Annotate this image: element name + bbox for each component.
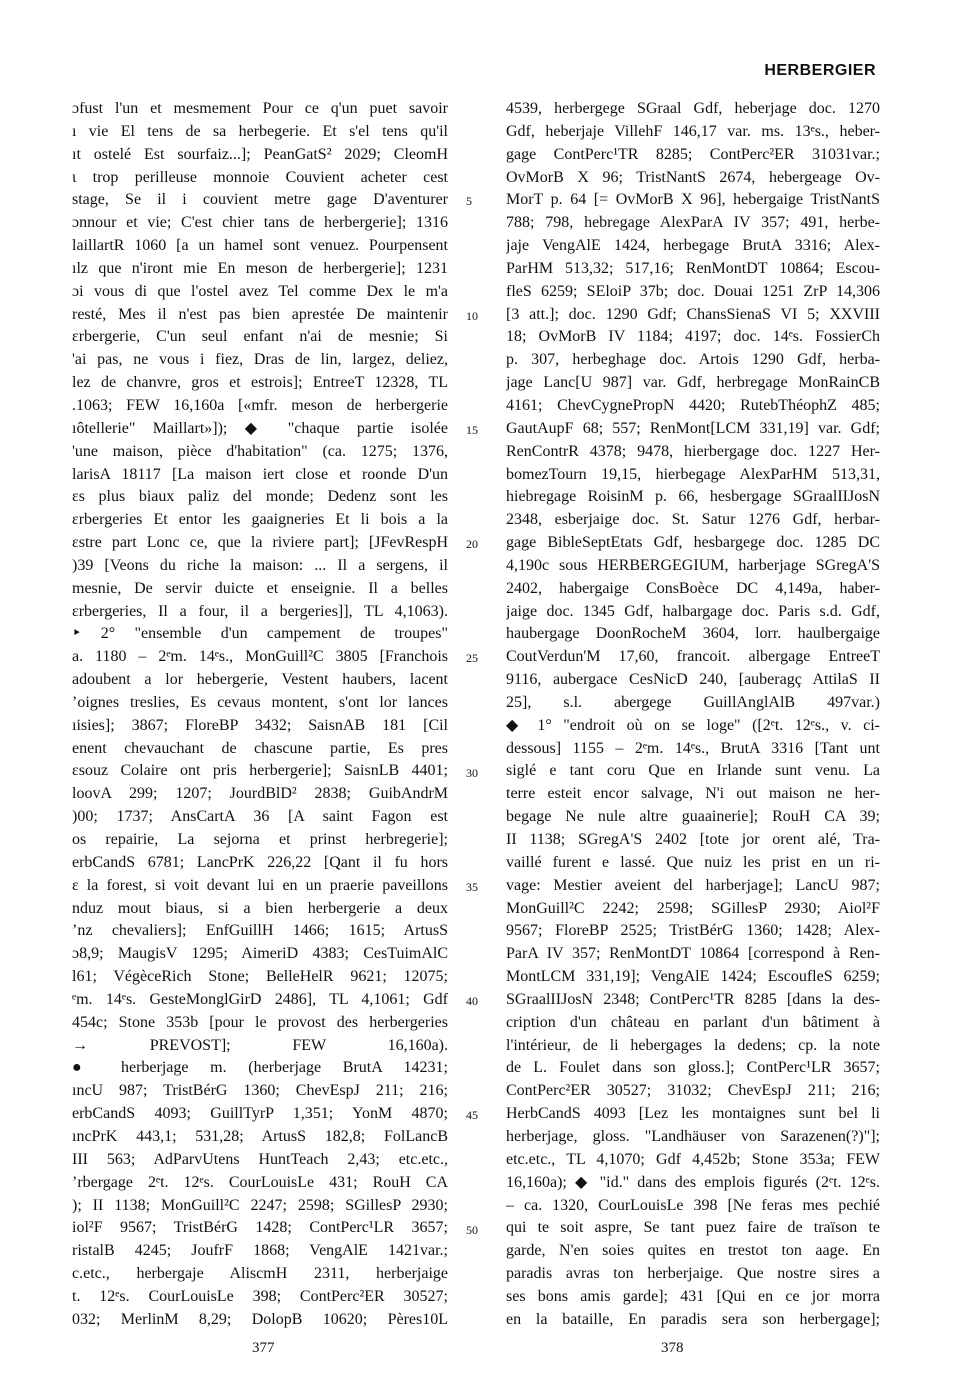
text-line: 'ai pas, ne vous i fiez, Dras de lin, largez, deliez, bbox=[72, 351, 448, 369]
text-line: vaillé furent e lassé. Que nuiz les prist en un ri- bbox=[506, 853, 880, 871]
text-line: ʼoignes treslies, Es cevaus montent, s'ont lor lances bbox=[72, 693, 448, 711]
line-number: 5 bbox=[466, 194, 472, 209]
line-number: 20 bbox=[466, 537, 478, 552]
text-line: laillartR 1060 [a un hamel sont venuez. Pourpensent bbox=[72, 237, 448, 255]
text-line: 25], s.l. abergege GuillAnglAlB 497var.) bbox=[506, 693, 880, 711]
text-line: III 563; AdParvUtens HuntTeach 2,43; etc.etc., bbox=[72, 1150, 448, 1168]
text-line: ʼrbergage 2ᵉt. 12ᵉs. CourLouisLe 431; RouH CA bbox=[72, 1173, 448, 1191]
text-line: ‣ 2° "ensemble d'un campement de troupes" bbox=[72, 625, 448, 643]
text-line: cription d'un château en parlant d'un bâtiment à bbox=[506, 1013, 880, 1031]
text-line: c.etc., herbergaje AliscmH 2311, herberjaige bbox=[72, 1265, 448, 1283]
text-line: ıt ostelé Est sourfaiz...]; PeanGatS² 2029; CleomH bbox=[72, 145, 448, 163]
text-line: )00; 1737; AnsCartA 36 [A saint Fagon est bbox=[72, 808, 448, 826]
text-line: lez de chanvre, gros et estrois]; EntreeT 12328, TL bbox=[72, 374, 448, 392]
text-line: → PREVOST]; FEW 16,160a). bbox=[72, 1036, 448, 1054]
text-line: ılz que n'iront mie En meson de herbergerie]; 1231 bbox=[72, 259, 448, 277]
text-line: ɔi vous di que l'ostel avez Tel comme Dex le m'a bbox=[72, 282, 448, 300]
text-line: loovA 299; 1207; JourdBlD² 2838; GuibAndrM bbox=[72, 785, 448, 803]
text-line: siglé e tant coru Que en Irlande sunt venu. La bbox=[506, 762, 880, 780]
text-line: 16,160a); ◆ "id." dans des emplois figurés (2ᵉt. 12ᵉs. bbox=[506, 1173, 880, 1191]
text-line: gage BibleSeptEtats Gdf, hesbargege doc. 1285 DC bbox=[506, 534, 880, 552]
text-line: RenContrR 4378; 9478, hierbergage doc. 1227 Her- bbox=[506, 442, 880, 460]
text-line: fleS 6259; SEloiP 37b; doc. Douai 1251 ZrP 14,306 bbox=[506, 282, 880, 300]
text-line: resté, Mes il n'est pas bien aprestée De maintenir bbox=[72, 305, 448, 323]
text-line: l61; VégèceRich Stone; BelleHelR 9621; 12075; bbox=[72, 968, 448, 986]
text-line: haubergage DoonRocheM 3604, lorr. haulbergaige bbox=[506, 625, 880, 643]
text-line: SGraalIIJosN 2348; ContPerc¹TR 8285 [dans la des- bbox=[506, 990, 880, 1008]
text-line: jage Lanc[U 987] var. Gdf, herbregage MonRainCB bbox=[506, 374, 880, 392]
text-line: hiebregage RoisinM p. 66, hesbergage SGraalIIJosN bbox=[506, 488, 880, 506]
text-line: ıôtellerie" Maillart»]); ◆ "chaque partie isolée bbox=[72, 419, 448, 437]
text-line: etc.etc., TL 4,1070; Gdf 4,452b; Stone 353a; FEW bbox=[506, 1150, 880, 1168]
text-line: GautAupF 68; 557; RenMont[LCM 331,19] var. Gdf; bbox=[506, 419, 880, 437]
line-number: 35 bbox=[466, 879, 478, 894]
text-line: MontLCM 331,19]; VengAlE 1424; EscoufleS 6259; bbox=[506, 968, 880, 986]
text-line: paradis avras ton herberjaige. Que nostre sires a bbox=[506, 1265, 880, 1283]
line-number: 50 bbox=[466, 1222, 478, 1237]
text-line: erbCandS 6781; LancPrK 226,22 [Qant il fu hors bbox=[72, 853, 448, 871]
text-line: )39 [Veons du riche la maison: ... Il a sergens, il bbox=[72, 556, 448, 574]
text-line: ɛsouz Colaire ont pris herbergerie]; SaisnLB 4401; bbox=[72, 762, 448, 780]
text-line: ParHM 513,32; 517,16; RenMontDT 10864; Escou- bbox=[506, 259, 880, 277]
line-number: 40 bbox=[466, 994, 478, 1009]
text-line: ); II 1138; MonGuill²C 2247; 2598; SGillesP 2930; bbox=[72, 1196, 448, 1214]
text-line: en la bataille, En paradis sera son herbergage]; bbox=[506, 1310, 880, 1328]
text-line: ıncU 987; TristBérG 1360; ChevEspJ 211; 216; bbox=[72, 1082, 448, 1100]
text-line: larisA 18117 [La maison iert close et roonde D'un bbox=[72, 465, 448, 483]
page-number-left: 377 bbox=[252, 1340, 275, 1356]
text-line: ʼnz chevaliers]; EnfGuillH 1466; 1615; ArtusS bbox=[72, 922, 448, 940]
text-line: ɛrbergeries, Il a four, il a bergeries]], TL 4,1063). bbox=[72, 602, 448, 620]
text-line: ıncPrK 443,1; 531,28; ArtusS 182,8; FolLancB bbox=[72, 1127, 448, 1145]
text-line: Gdf, heberjaje VillehF 146,17 var. ms. 13ᵉs., heber- bbox=[506, 122, 880, 140]
text-line: ı vie El tens de sa herbegerie. Et s'el tens qu'il bbox=[72, 122, 448, 140]
text-line: .1063; FEW 16,160a [«mfr. meson de herbergerie bbox=[72, 396, 448, 414]
text-line: herberjage, gloss. "Landhäuser von Sarazenen(?)"]; bbox=[506, 1127, 880, 1145]
text-line: terre esteit encor salvage, N'i out maison ne her- bbox=[506, 785, 880, 803]
text-line: l'intérieur, de li hebergages la dedens; cp. la note bbox=[506, 1036, 880, 1054]
text-line: ContPerc²ER 30527; 31032; ChevEspJ 211; 216; bbox=[506, 1082, 880, 1100]
text-line: 4,190c sous HERBERGEGIUM, harberjage SGregA'S bbox=[506, 556, 880, 574]
text-line: MonGuill²C 2242; 2598; SGillesP 2930; Aiol²F bbox=[506, 899, 880, 917]
line-number: 45 bbox=[466, 1108, 478, 1123]
text-line: ɛ la forest, si voit devant lui en un praerie paveillons bbox=[72, 876, 448, 894]
running-head: HERBERGIER bbox=[764, 62, 876, 79]
text-line: ● herberjage m. (herberjage BrutA 14231; bbox=[72, 1059, 448, 1077]
text-line: ParA IV 357; RenMontDT 10864 [correspond à Ren- bbox=[506, 945, 880, 963]
text-line: garde, N'en soies quites en trestot ton aage. En bbox=[506, 1242, 880, 1260]
text-line: 9567; FloreBP 2525; TristBérG 1360; 1428; Alex- bbox=[506, 922, 880, 940]
text-line: vage: Mestier aveient del harberjage]; LancU 987; bbox=[506, 876, 880, 894]
text-line: nduz mout biaus, si a bien herbergerie a deux bbox=[72, 899, 448, 917]
text-line: 4539, herbergege SGraal Gdf, heberjage doc. 1270 bbox=[506, 100, 880, 117]
text-line: ses bons amis garde]; 431 [Qui en ce jor morra bbox=[506, 1287, 880, 1305]
line-number: 10 bbox=[466, 308, 478, 323]
text-line: enent chevauchant de chascune partie, Es pres bbox=[72, 739, 448, 757]
text-line: ɛstre part Lonc ce, que la riviere part]; [JFevRespH bbox=[72, 534, 448, 552]
text-line: os repairie, La sejorna et prinst herbregerie]; bbox=[72, 831, 448, 848]
text-line: 9116, aubergace CesNicD 240, [auberagç AttilaS II bbox=[506, 671, 880, 689]
text-line: mesnie, De servir duicte et enseignie. Il a belles bbox=[72, 579, 448, 597]
line-number: 25 bbox=[466, 651, 478, 666]
text-line: adoubent a lor hebergerie, Vestent haubers, lacent bbox=[72, 671, 448, 689]
text-line: 454c; Stone 353b [pour le provost des herbergeries bbox=[72, 1013, 448, 1031]
text-line: stage, Se il i couvient metre gage D'aventurer bbox=[72, 191, 448, 209]
text-line: jaige doc. 1345 Gdf, halbargage doc. Paris s.d. Gdf, bbox=[506, 602, 880, 620]
text-line: HerbCandS 4093 [Lez les montaignes sunt bel li bbox=[506, 1105, 880, 1123]
right-column bbox=[506, 98, 880, 1332]
text-line: – ca. 1320, CourLouisLe 398 [Ne feras mes pechié bbox=[506, 1196, 880, 1214]
text-line: ıisies]; 3867; FloreBP 3432; SaisnAB 181 [Cil bbox=[72, 716, 448, 734]
page-number-right: 378 bbox=[661, 1340, 684, 1356]
text-line: ᵉm. 14ᵉs. GesteMonglGirD 2486], TL 4,1061; Gdf bbox=[72, 990, 448, 1008]
text-line: ɛrbergerie, C'un seul enfant n'ai de mesnie; Si bbox=[72, 328, 448, 346]
text-line: bomezTourn 19,15, hierbegage AlexParHM 513,31, bbox=[506, 465, 880, 483]
text-line: 18; OvMorB IV 1184; 4197; doc. 14ᵉs. FossierCh bbox=[506, 328, 880, 346]
line-number: 15 bbox=[466, 422, 478, 437]
text-line: OvMorB X 96; TristNantS 2674, hebergeage Ov- bbox=[506, 168, 880, 186]
text-line: jaje VengAlE 1424, herbegage BrutA 3316; Alex- bbox=[506, 237, 880, 255]
text-line: dessous] 1155 – 2ᵉm. 14ᵉs., BrutA 3316 [Tant unt bbox=[506, 739, 880, 757]
text-line: ɔ8,9; MaugisV 1295; AimeriD 4383; CesTuimAlC bbox=[72, 945, 448, 963]
text-line: MorT p. 64 [= OvMorB X 96], hebergaige TristNantS bbox=[506, 191, 880, 209]
text-line: CoutVerdun'M 17,60, francoit. albergage EntreeT bbox=[506, 648, 880, 666]
line-number: 30 bbox=[466, 765, 478, 780]
text-line: ristalB 4245; JoufrF 1868; VengAlE 1421var.; bbox=[72, 1242, 448, 1260]
text-line: 032; MerlinM 8,29; DolopB 10620; Pères10L bbox=[72, 1310, 448, 1328]
text-line: de L. Foulet dans son gloss.]; ContPerc¹LR 3657; bbox=[506, 1059, 880, 1077]
text-line: begage Ne nule altre guaainerie]; RouH CA 39; bbox=[506, 808, 880, 826]
text-line: gage ContPerc¹TR 8285; ContPerc²ER 31031var.; bbox=[506, 145, 880, 163]
text-line: iol²F 9567; TristBérG 1428; ContPerc¹LR 3657; bbox=[72, 1219, 448, 1237]
text-line: ɔnnour et vie; C'est chier tans de herbergerie]; 1316 bbox=[72, 214, 448, 232]
text-line: ɩ trop perilleuse monnoie Couvient acheter cest bbox=[72, 168, 448, 186]
text-line: qui te soit aspre, Se tant puez faire de traïson te bbox=[506, 1219, 880, 1237]
text-line: 788; 798, hebregage AlexParA IV 357; 491, herbe- bbox=[506, 214, 880, 232]
text-line: 2402, habergaige ConsBoèce DC 4,149a, haber- bbox=[506, 579, 880, 597]
text-line: ɔfust l'un et mesmement Pour ce q'un puet savoir bbox=[72, 100, 448, 117]
text-line: 'une maison, pièce d'habitation" (ca. 1275; 1376, bbox=[72, 442, 448, 460]
text-line: t. 12ᵉs. CourLouisLe 398; ContPerc²ER 30527; bbox=[72, 1287, 448, 1305]
text-line: p. 307, herbeghage doc. Artois 1290 Gdf, herba- bbox=[506, 351, 880, 369]
text-line: ɛrbergeries Et entor les gaaigneries Et li bois a la bbox=[72, 511, 448, 529]
left-column bbox=[72, 98, 448, 1332]
text-line: ɛs plus biaux paliz del monde; Dedenz sont les bbox=[72, 488, 448, 506]
text-line: a. 1180 – 2ᵉm. 14ᵉs., MonGuill²C 3805 [Franchois bbox=[72, 648, 448, 666]
text-line: 2348, esberjaige doc. St. Satur 1276 Gdf, herbar- bbox=[506, 511, 880, 529]
text-line: erbCandS 4093; GuillTyrP 1,351; YonM 4870; bbox=[72, 1105, 448, 1123]
text-line: 4161; ChevCygnePropN 4420; RutebThéophZ 485; bbox=[506, 396, 880, 414]
text-line: II 1138; SGregA'S 2402 [tote jor orent alé, Tra- bbox=[506, 831, 880, 848]
text-line: ◆ 1° "endroit où on se loge" ([2ᵉt. 12ᵉs., v. ci- bbox=[506, 716, 880, 734]
text-line: [3 att.]; doc. 1290 Gdf; ChansSienaS VI 5; XXVIII bbox=[506, 305, 880, 323]
